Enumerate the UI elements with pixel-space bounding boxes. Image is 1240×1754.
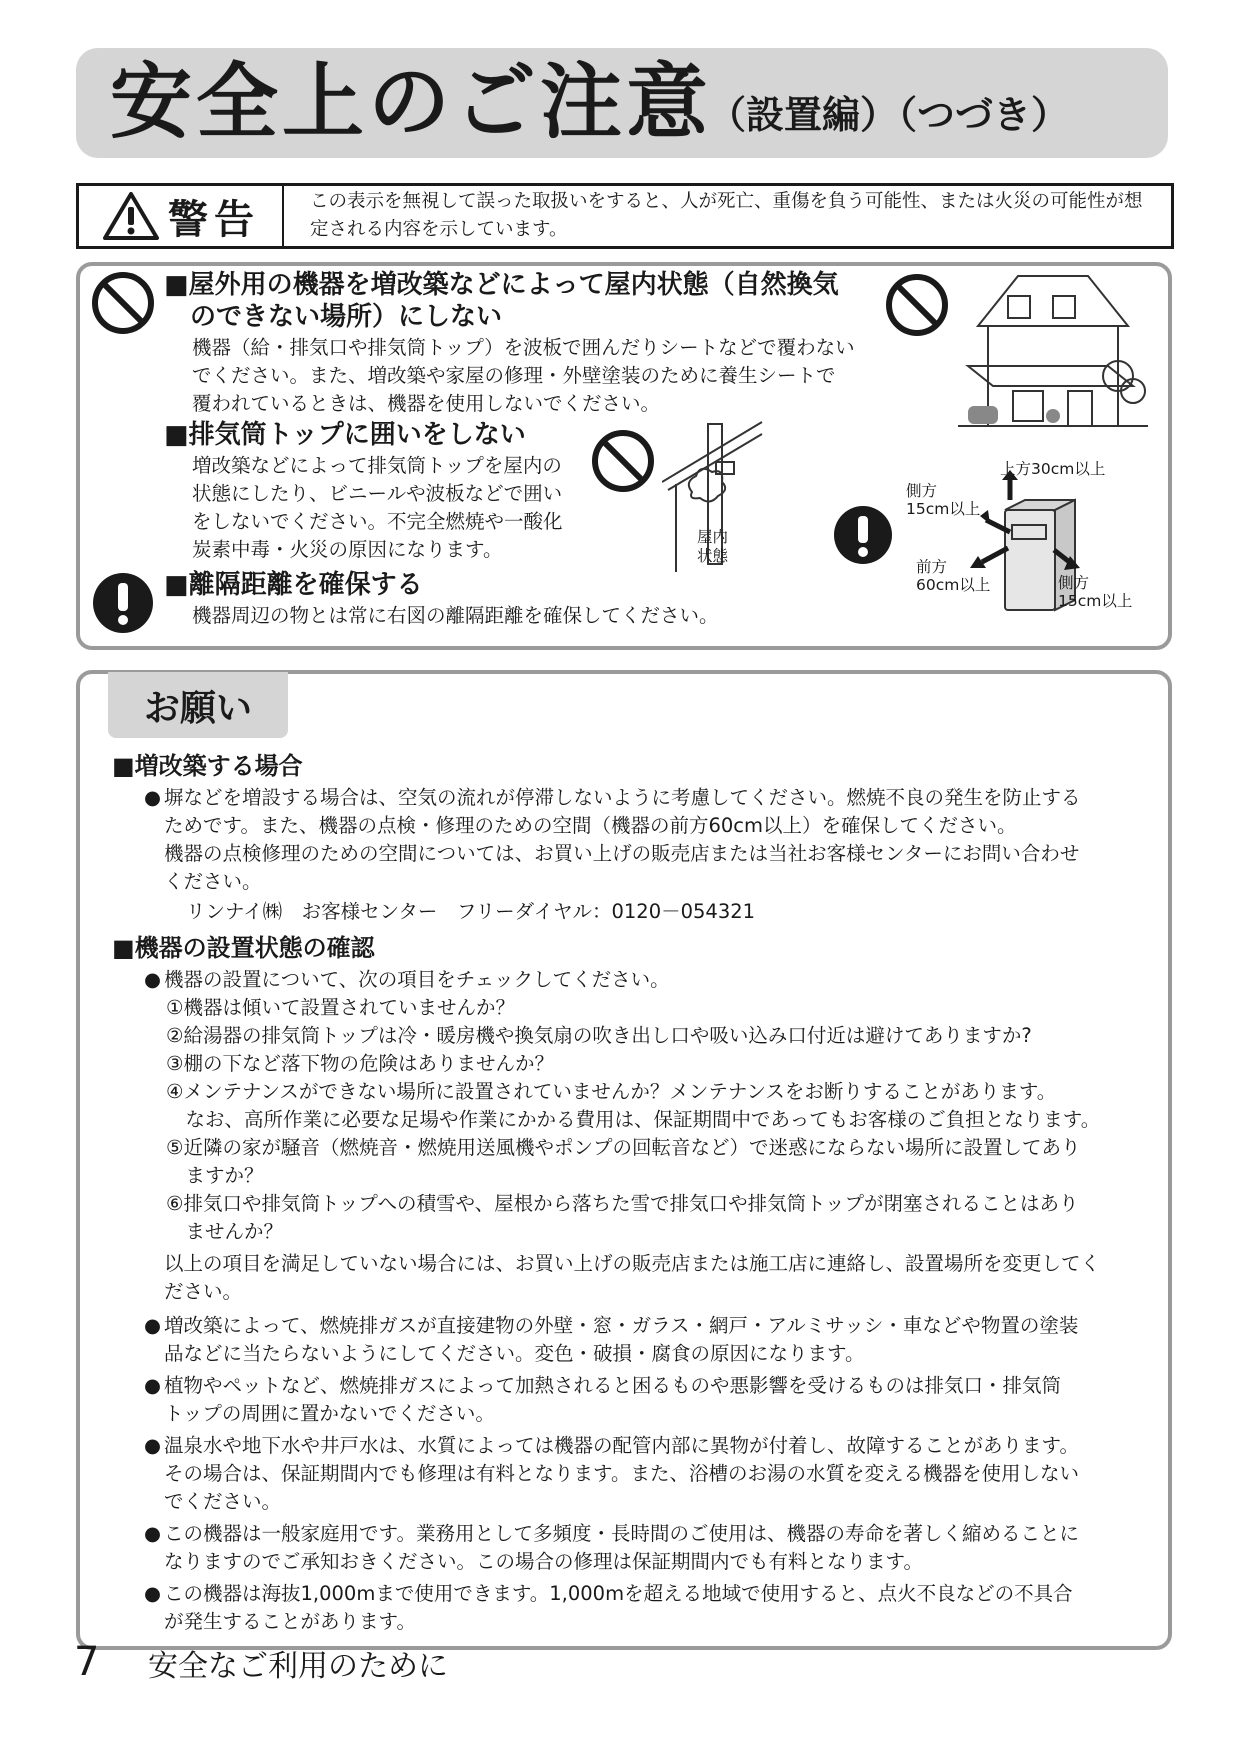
bullet-icon: ● <box>144 1374 162 1397</box>
mandatory-action-icon <box>90 570 156 636</box>
warning-description: この表示を無視して誤った取扱いをすると、人が死亡、重傷を負う可能性、または火災の可能性が想定される内容を示しています。 <box>310 191 1143 240</box>
bullet-item <box>144 1312 1079 1368</box>
bullet-line: なりますのでご承知おきください。この場合の修理は保証期間内でも有料となります。 <box>164 1550 923 1573</box>
warning-word: 警告 <box>168 196 260 243</box>
bullet-line: 塀などを増設する場合は、空気の流れが停滞しないように考慮してください。燃焼不良の発生を防止する <box>164 786 1081 809</box>
divider <box>282 186 284 246</box>
check-item: ⑤近隣の家が騒音（燃焼音・燃焼用送風機やポンプの回転音など）で迷惑にならない場所に設置してあり <box>166 1136 1081 1159</box>
bullet-line: トップの周囲に置かないでください。 <box>164 1402 495 1425</box>
bullet-line: 機器の点検修理のための空間については、お買い上げの販売店または当社お客様センターにお問い合わせ <box>164 842 1080 865</box>
bullet-icon: ● <box>144 1314 162 1337</box>
prohibition-icon <box>90 270 156 336</box>
item1-body-line: 機器（給・排気口や排気筒トップ）を波板で囲んだりシートなどで覆わない <box>192 336 855 359</box>
bullet-line: 植物やペットなど、燃焼排ガスによって加熱されると困るものや悪影響を受けるものは排気口・排気筒 <box>164 1374 1062 1397</box>
check-item: ③棚の下など落下物の危険はありませんか？ <box>166 1052 554 1075</box>
contact-info: リンナイ㈱ お客様センター フリーダイヤル：0120－054321 <box>186 900 756 923</box>
bullet-item <box>144 1432 1079 1516</box>
prohibition-icon <box>590 428 656 494</box>
note-line: ださい。 <box>164 1280 243 1303</box>
check-item: ①機器は傾いて設置されていませんか？ <box>166 996 515 1019</box>
clearance-side-right-value: 15cm以上 <box>1058 592 1133 610</box>
clearance-side-left-value: 15cm以上 <box>906 500 981 518</box>
warning-triangle-icon <box>102 191 160 241</box>
clearance-side-right-label: 側方 <box>1058 574 1090 592</box>
bullet-line: この機器は一般家庭用です。業務用として多頻度・長時間のご使用は、機器の寿命を著しく縮めることに <box>164 1522 1079 1545</box>
check-item: なお、高所作業に必要な足場や作業にかかる費用は、保証期間中であってもお客様のご負担となります。 <box>166 1108 1101 1131</box>
item2-heading: ■排気筒トップに囲いをしない <box>164 420 526 450</box>
bullet-line: 増改築によって、燃焼排ガスが直接建物の外壁・窓・ガラス・網戸・アルミサッシ・車などや物置の塗装 <box>164 1314 1079 1337</box>
check-item: ②給湯器の排気筒トップは冷・暖房機や換気扇の吹き出し口や吸い込み口付近は避けてありますか? <box>166 1024 1032 1047</box>
page-number: 7 <box>74 1639 100 1685</box>
item2-body-line: 状態にしたり、ビニールや波板などで囲い <box>192 482 563 505</box>
footer-section-title: 安全なご利用のために <box>148 1649 448 1684</box>
item3-body: 機器周辺の物とは常に右図の離隔距離を確保してください。 <box>192 604 719 627</box>
clearance-front-value: 60cm以上 <box>916 576 991 594</box>
bullet-line: その場合は、保証期間内でも修理は有料となります。また、浴槽のお湯の水質を変える機器を使用しない <box>164 1462 1079 1485</box>
bullet-icon: ● <box>144 786 162 809</box>
clearance-side-left-label: 側方 <box>906 482 938 500</box>
bullet-icon: ● <box>144 968 162 991</box>
check-item: ⑥排気口や排気筒トップへの積雪や、屋根から落ちた雪で排気口や排気筒トップが閉塞されることはあり <box>166 1192 1079 1215</box>
item1-heading-line2: のできない場所）にしない <box>190 302 503 332</box>
item2-body-line: 炭素中毒・火災の原因になります。 <box>192 538 503 561</box>
note-line: 以上の項目を満足していない場合には、お買い上げの販売店または施工店に連絡し、設置場所を変更してく <box>164 1252 1101 1275</box>
figure-label-indoor: 状態 <box>697 547 729 565</box>
clearance-top-label: 上方30cm以上 <box>1000 460 1106 478</box>
figure-label-indoor: 屋内 <box>697 528 729 546</box>
house-enclosure-illustration <box>958 266 1148 436</box>
bullet-item <box>144 1580 1073 1636</box>
item3-heading: ■離隔距離を確保する <box>164 570 423 600</box>
bullet-line: 温泉水や地下水や井戸水は、水質によっては機器の配管内部に異物が付着し、故障することがあります。 <box>164 1434 1079 1457</box>
item1-body-line: 覆われているときは、機器を使用しないでください。 <box>192 392 661 415</box>
item1-body-line: でください。また、増改築や家屋の修理・外壁塗装のために養生シートで <box>192 364 836 387</box>
page-subtitle: （設置編）（つづき） <box>708 93 1070 137</box>
warning-label <box>80 186 282 246</box>
section-heading: ■機器の設置状態の確認 <box>112 934 375 962</box>
item2-body-line: をしないでください。不完全燃焼や一酸化 <box>192 510 563 533</box>
bullet-item <box>144 966 670 994</box>
clearance-front-label: 前方 <box>916 558 948 576</box>
check-item: ませんか？ <box>166 1220 284 1243</box>
bullet-line: ください。 <box>164 870 262 893</box>
check-item: ④メンテナンスができない場所に設置されていませんか？メンテナンスをお断りすることがあります。 <box>166 1080 1057 1103</box>
bullet-item <box>144 784 1081 812</box>
bullet-line: でください。 <box>164 1490 282 1513</box>
bullet-icon: ● <box>144 1434 162 1457</box>
bullet-line: 機器の設置について、次の項目をチェックしてください。 <box>164 968 670 991</box>
section-heading: ■増改築する場合 <box>112 752 303 780</box>
prohibition-icon <box>884 272 950 338</box>
item2-body-line: 増改築などによって排気筒トップを屋内の <box>192 454 562 477</box>
item1-heading-line1: ■屋外用の機器を増改築などによって屋内状態（自然換気 <box>164 270 839 300</box>
mandatory-action-icon <box>832 504 894 566</box>
bullet-line: ためです。また、機器の点検・修理のための空間（機器の前方60cm以上）を確保してください。 <box>164 814 1017 837</box>
bullet-line: 品などに当たらないようにしてください。変色・破損・腐食の原因になります。 <box>164 1342 865 1365</box>
bullet-line: この機器は海抜1,000mまで使用できます。1,000mを超える地域で使用すると、点火不良などの不具合 <box>164 1582 1073 1605</box>
check-item: ますか？ <box>166 1164 264 1187</box>
bullet-icon: ● <box>144 1522 162 1545</box>
request-tab: お願い <box>108 672 288 738</box>
bullet-item <box>144 1520 1079 1576</box>
bullet-icon: ● <box>144 1582 162 1605</box>
page-title: 安全上のご注意 <box>110 55 713 150</box>
bullet-line: が発生することがあります。 <box>164 1610 416 1633</box>
bullet-item <box>144 1372 1062 1428</box>
